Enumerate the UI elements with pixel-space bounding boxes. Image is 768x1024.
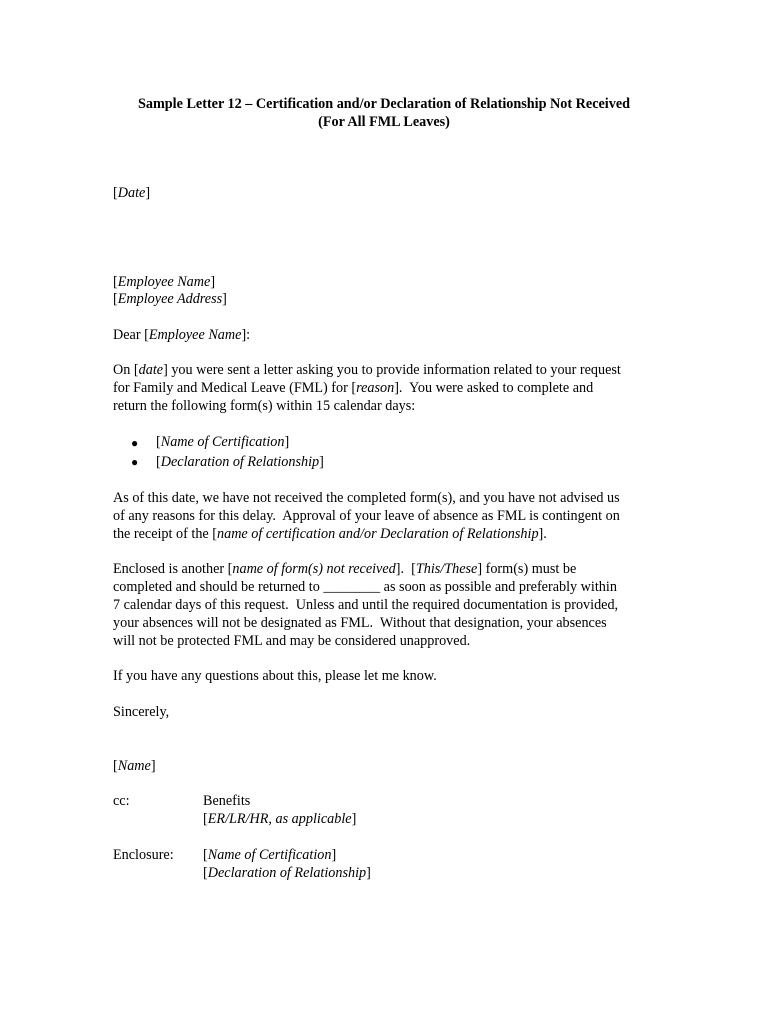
p1-line-1: On [date] you were sent a letter asking you to provide information related to your request — [113, 362, 621, 378]
p2-line-1: As of this date, we have not received the completed form(s), and you have not advised us — [113, 490, 620, 506]
signature-name-placeholder: [Name] — [113, 758, 156, 774]
p3-line-5: will not be protected FML and may be considered unapproved. — [113, 633, 471, 649]
list-item: [Name of Certification] — [156, 434, 290, 450]
p3-line-3: 7 calendar days of this request. Unless and until the required documentation is provided, — [113, 597, 619, 613]
paragraph-4: If you have any questions about this, please let me know. — [113, 668, 437, 684]
cc-label: cc: — [113, 793, 130, 809]
p3-line-2: completed and should be returned to ________ as soon as possible and preferably within — [113, 579, 617, 595]
p1-line-2: for Family and Medical Leave (FML) for [reason]. You were asked to complete and — [113, 380, 594, 396]
p3-line-1: Enclosed is another [name of form(s) not received]. [This/These] form(s) must be — [113, 561, 577, 577]
letter-title: Sample Letter 12 – Certification and/or Declaration of Relationship Not Received — [137, 96, 631, 112]
employee-address-placeholder: [Employee Address] — [113, 291, 227, 307]
letter-subtitle: (For All FML Leaves) — [318, 114, 450, 130]
employee-name-placeholder: [Employee Name] — [113, 274, 216, 290]
p2-line-2: of any reasons for this delay. Approval of your leave of absence as FML is contingent on — [113, 508, 620, 524]
bullet-icon: ● — [131, 436, 139, 450]
enclosure-label: Enclosure: — [113, 847, 174, 863]
bullet-icon: ● — [131, 455, 139, 469]
p1-line-3: return the following form(s) within 15 calendar days: — [113, 398, 416, 414]
list-item: [Declaration of Relationship] — [156, 454, 324, 470]
p3-line-4: your absences will not be designated as FML. Without that designation, your absences — [113, 615, 607, 631]
enclosure-line-2: [Declaration of Relationship] — [203, 865, 371, 881]
enclosure-line-1: [Name of Certification] — [203, 847, 337, 863]
salutation: Dear [Employee Name]: — [113, 327, 251, 343]
p2-line-3: the receipt of the [name of certification and/or Declaration of Relationship]. — [113, 526, 547, 542]
cc-line-1: Benefits — [203, 793, 251, 809]
cc-line-2: [ER/LR/HR, as applicable] — [203, 811, 357, 827]
closing: Sincerely, — [113, 704, 170, 720]
date-placeholder: [Date] — [113, 185, 151, 201]
